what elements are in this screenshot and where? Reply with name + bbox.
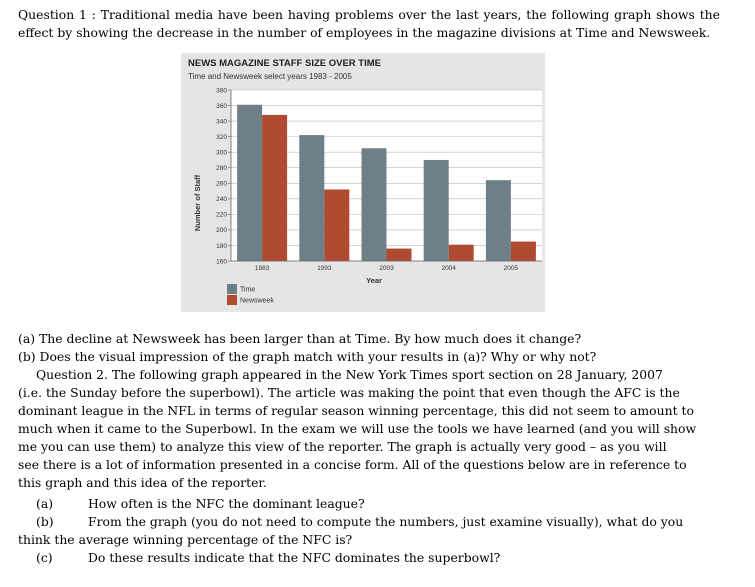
q2-line: (i.e. the Sunday before the superbowl). The article was making the point that even though the AFC is the	[18, 385, 680, 400]
bar-time-1993	[299, 135, 324, 261]
bar-time-1983	[237, 105, 262, 261]
bar-newsweek-2003	[387, 249, 412, 261]
y-tick-label: 220	[216, 211, 227, 219]
q2-line: Question 2. The following graph appeared in the New York Times sport section on 28 January, 2007	[36, 367, 663, 382]
q2-b-label: (b)	[36, 514, 54, 529]
bar-newsweek-1993	[324, 189, 349, 261]
q2-line: this graph and this idea of the reporter.	[18, 475, 267, 490]
bar-time-2004	[424, 160, 449, 261]
q2-b-text: From the graph (you do not need to compute the numbers, just examine visually), what do you	[88, 514, 684, 529]
chart-svg	[181, 53, 545, 312]
legend-label-newsweek: Newsweek	[240, 297, 274, 305]
legend-swatch-newsweek	[227, 295, 237, 305]
y-tick-label: 380	[216, 87, 227, 95]
legend	[227, 284, 274, 305]
x-tick-label: 2004	[441, 265, 456, 272]
y-tick-label: 340	[216, 118, 227, 126]
x-axis-label: Year	[366, 276, 382, 285]
q2-line: me you can use them) to analyze this view of the reporter. The graph is actually very good – as you will	[18, 439, 667, 454]
q2-b-text-cont: think the average winning percentage of the NFC is?	[18, 532, 353, 547]
q2-line: much when it came to the Superbowl. In the exam we will use the tools we have learned (and you will show	[18, 421, 697, 436]
x-tick-label: 1983	[254, 265, 270, 272]
y-tick-label: 260	[216, 180, 227, 188]
legend-label-time: Time	[240, 286, 256, 294]
y-axis-label: Number of Staff	[193, 174, 202, 232]
y-ticks	[216, 87, 231, 265]
x-tick-label: 1993	[317, 265, 332, 272]
bar-newsweek-1983	[262, 115, 287, 261]
legend-swatch-time	[227, 284, 237, 294]
bar-newsweek-2004	[449, 245, 474, 261]
q2-a-label: (a)	[36, 496, 54, 511]
y-tick-label: 320	[216, 133, 227, 141]
q1-part-a: (a) The decline at Newsweek has been larger than at Time. By how much does it change?	[18, 331, 582, 346]
y-tick-label: 200	[216, 227, 227, 235]
bar-time-2005	[486, 180, 511, 261]
y-tick-label: 240	[216, 196, 227, 204]
chart-title: NEWS MAGAZINE STAFF SIZE OVER TIME	[188, 58, 381, 69]
x-ticks	[255, 265, 519, 272]
y-tick-label: 360	[216, 102, 227, 110]
q1-part-b: (b) Does the visual impression of the graph match with your results in (a)? Why or why not?	[18, 349, 597, 364]
bar-time-2003	[362, 148, 387, 261]
question-1-text: Question 1 : Traditional media have been having problems over the last years, the following graph shows the effect by showing the decrease in the number of employees in the magazine divisions at Time and Newsweek.	[18, 7, 720, 41]
q2-a-text: How often is the NFC the dominant league?	[88, 496, 365, 511]
chart-subtitle: Time and Newsweek select years 1983 - 2005	[188, 72, 352, 81]
bar-newsweek-2005	[511, 242, 536, 261]
staff-size-chart	[181, 53, 545, 312]
q2-line: dominant league in the NFL in terms of regular season winning percentage, this did not seem to amount to	[18, 403, 694, 418]
q2-c-text: Do these results indicate that the NFC dominates the superbowl?	[88, 550, 501, 565]
q2-line: see there is a lot of information presented in a concise form. All of the questions below are in reference to	[18, 457, 687, 472]
y-tick-label: 300	[216, 149, 227, 157]
y-tick-label: 280	[216, 165, 227, 173]
x-tick-label: 2003	[379, 265, 394, 272]
y-tick-label: 160	[216, 258, 227, 266]
x-tick-label: 2005	[503, 265, 519, 272]
y-tick-label: 180	[216, 242, 227, 250]
q2-c-label: (c)	[36, 550, 53, 565]
